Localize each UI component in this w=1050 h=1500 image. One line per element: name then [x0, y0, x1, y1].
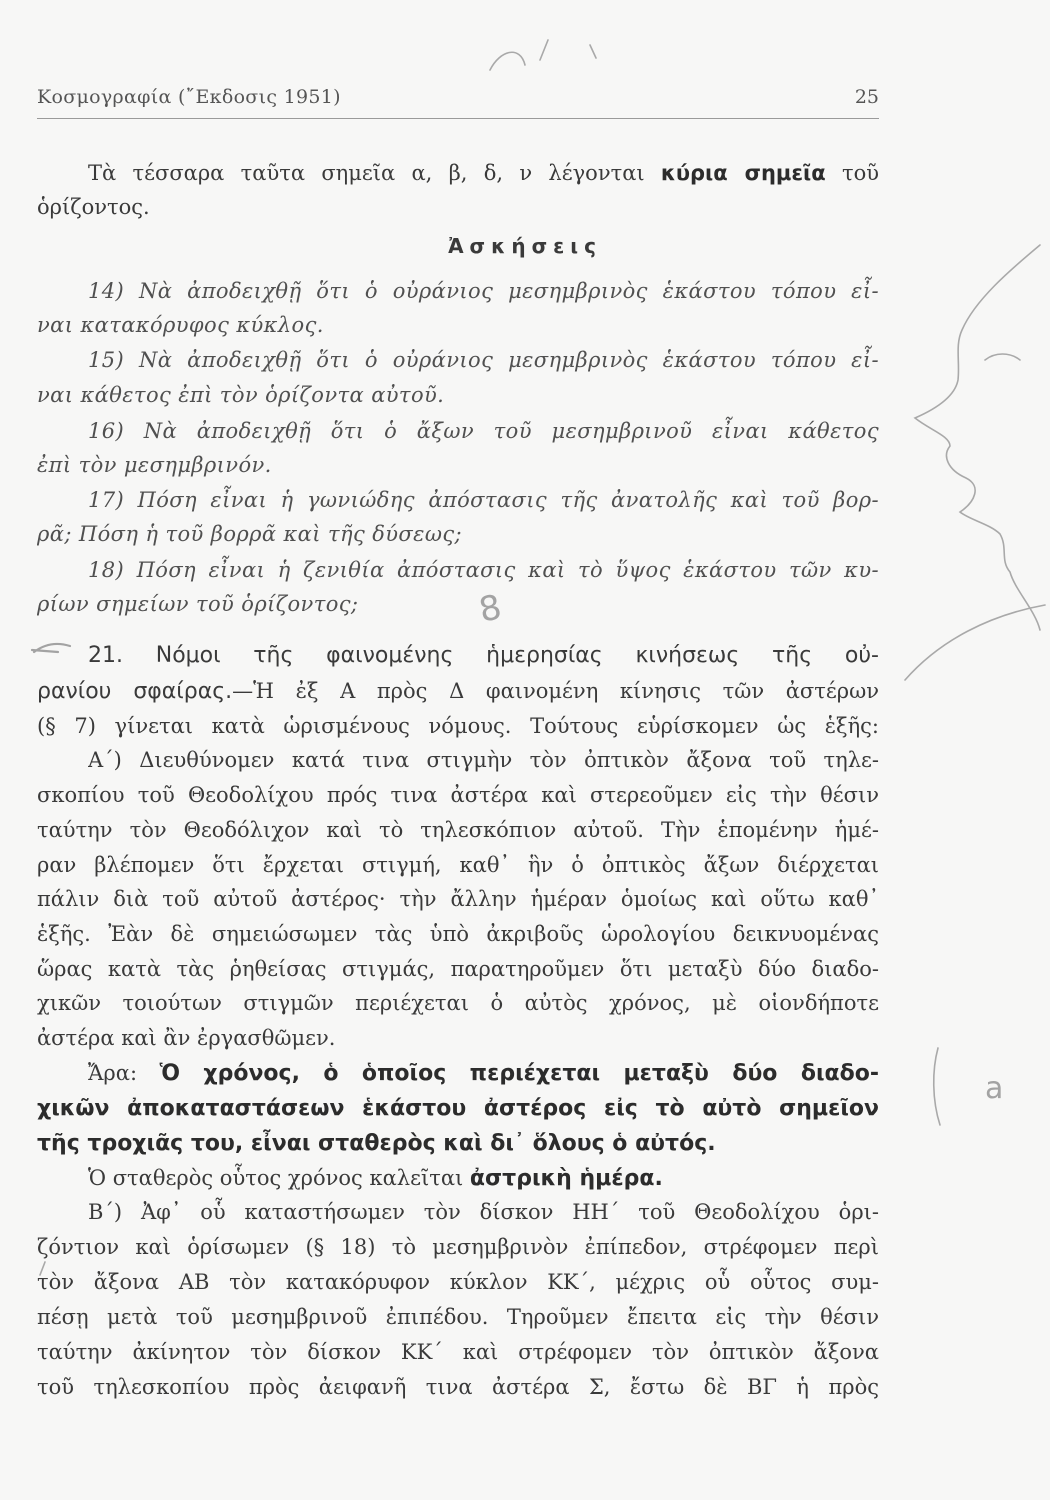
conclusion-line-3: τῆς τροχιᾶς του, εἶναι σταθερὸς καὶ δι᾿ ὅλους ὁ αὐτός. — [37, 1131, 716, 1156]
body-line: ζόντιον καὶ ὁρίσωμεν (§ 18) τὸ μεσημβρινὸν ἐπίπεδον, στρέφομεν περὶ — [37, 1235, 879, 1259]
section-mark-arrow — [32, 644, 70, 652]
body-line: σκοπίου τοῦ Θεοδολίχου πρός τινα ἀστέρα καὶ στερεοῦμεν εἰς τὴν θέσιν — [37, 783, 879, 807]
exercise-line: ναι κατακόρυφος κύκλος. — [37, 313, 324, 337]
exercise-line: 17) Πόση εἶναι ἡ γωνιώδης ἀπόστασις τῆς ἀνατολῆς καὶ τοῦ βορ- — [88, 488, 879, 512]
face-eye — [985, 354, 1020, 360]
section-heading-cont — [37, 676, 879, 707]
exercise-line: ρίων σημείων τοῦ ὁρίζοντος; — [37, 592, 359, 616]
intro-text: Τὰ τέσσαρα ταῦτα σημεῖα α, β, δ, ν λέγονται — [88, 161, 661, 185]
law-statement: Ὁ χρόνος, ὁ ὁποῖος περιέχεται μεταξὺ δύο διαδο- — [159, 1061, 879, 1086]
sidereal-day-line — [88, 1163, 879, 1194]
body-line: ραν βλέπομεν ὅτι ἔρχεται στιγμή, καθ᾿ ἣν ὁ ὀπτικὸς ἄξων διέρχεται — [37, 853, 879, 877]
section-first-sentence: —Ἡ ἐξ Α πρὸς Δ φαινομένη κίνησις τῶν ἀστέρων — [232, 679, 879, 703]
body-line: Β΄) Ἀφ᾿ οὗ καταστήσωμεν τὸν δίσκον ΗΗ΄ τοῦ Θεοδολίχου ὁρι- — [88, 1200, 879, 1224]
conclusion-line-2: χικῶν ἀποκαταστάσεων ἑκάστου ἀστέρος εἰς τὸ αὐτὸ σημεῖον — [37, 1096, 879, 1121]
shoulder-sketch — [905, 605, 1045, 680]
exercises-heading: Ἀσκήσεις — [448, 234, 602, 258]
header-rule — [37, 118, 879, 119]
body-line: ἑξῆς. Ἐὰν δὲ σημειώσωμεν τὰς ὑπὸ ἀκριβοῦς ὡρολογίου δεικνυομένας — [37, 922, 879, 946]
running-title: Κοσμογραφία (῎Εκδοσις 1951) — [37, 86, 341, 108]
body-line: τὸν ἄξονα ΑΒ τὸν κατακόρυφον κύκλον ΚΚ΄, μέχρις οὗ οὗτος συμ- — [37, 1270, 879, 1294]
body-line: πέσῃ μετὰ τοῦ μεσημβρινοῦ ἐπιπέδου. Τηροῦμεν ἔπειτα εἰς τὴν θέσιν — [37, 1305, 879, 1329]
exercise-line: 16) Νὰ ἀποδειχθῇ ὅτι ὁ ἄξων τοῦ μεσημβρινοῦ εἶναι κάθετος — [88, 419, 879, 443]
exercise-line: ναι κάθετος ἐπὶ τὸν ὁρίζοντα αὐτοῦ. — [37, 383, 445, 407]
section-heading: 21. Νόμοι τῆς φαινομένης ἡμερησίας κινήσεως τῆς οὐ- — [88, 643, 879, 668]
body-line: χικῶν τοιούτων στιγμῶν περιέχεται ὁ αὐτὸς χρόνος, μὲ οἱονδήποτε — [37, 991, 879, 1015]
page-number: 25 — [854, 86, 879, 108]
intro-text-end: τοῦ — [825, 161, 879, 185]
face-sketch — [915, 245, 1040, 630]
pencil-number-note: 8 — [475, 587, 506, 631]
margin-bracket — [934, 1048, 940, 1125]
exercise-line: 15) Νὰ ἀποδειχθῇ ὅτι ὁ οὐράνιος μεσημβρινὸς ἑκάστου τόπου εἶ- — [88, 348, 879, 372]
running-head — [37, 86, 879, 116]
exercise-line: ρᾶ; Πόση ἡ τοῦ βορρᾶ καὶ τῆς δύσεως; — [37, 522, 462, 546]
body-line: (§ 7) γίνεται κατὰ ὡρισμένους νόμους. Τούτους εὑρίσκομεν ὡς ἑξῆς: — [37, 714, 879, 738]
conclusion-line-1 — [88, 1058, 879, 1089]
body-line: Α΄) Διευθύνομεν κατά τινα στιγμὴν τὸν ὀπτικὸν ἄξονα τοῦ τηλε- — [88, 748, 879, 772]
intro-line-2: ὁρίζοντος. — [37, 195, 150, 219]
exercise-line: ἐπὶ τὸν μεσημβρινόν. — [37, 453, 272, 477]
body-line: ὥρας κατὰ τὰς ῥηθείσας στιγμάς, παρατηροῦμεν ὅτι μεταξὺ δύο διαδο- — [37, 957, 879, 981]
intro-line-1 — [88, 158, 879, 188]
ara-label: Ἄρα: — [88, 1061, 160, 1085]
pencil-letter-note: a — [985, 1071, 1004, 1106]
body-line: πάλιν διὰ τοῦ αὐτοῦ ἀστέρος· τὴν ἄλλην ἡμέραν ὁμοίως καὶ οὕτω καθ᾿ — [37, 887, 879, 911]
exercise-line: 18) Πόση εἶναι ἡ ζενιθία ἀπόστασις καὶ τὸ ὕψος ἑκάστου τῶν κυ- — [88, 558, 879, 582]
key-term-cardinal-points: κύρια σημεῖα — [660, 161, 826, 185]
body-line: ἀστέρα καὶ ἂν ἐργασθῶμεν. — [37, 1026, 336, 1050]
body-line: ταύτην τὸν Θεοδόλιχον καὶ τὸ τηλεσκόπιον αὐτοῦ. Τὴν ἑπομένην ἡμέ- — [37, 818, 879, 842]
body-line: τοῦ τηλεσκοπίου πρὸς ἀειφανῆ τινα ἀστέρα Σ, ἔστω δὲ ΒΓ ἡ πρὸς — [37, 1375, 879, 1399]
top-scribble — [490, 40, 596, 70]
key-term-sidereal-day: ἀστρικὴ ἡμέρα. — [469, 1166, 663, 1191]
exercise-line: 14) Νὰ ἀποδειχθῇ ὅτι ὁ οὐράνιος μεσημβρινὸς ἑκάστου τόπου εἶ- — [88, 279, 879, 303]
body-line: ταύτην ἀκίνητον τὸν δίσκον ΚΚ΄ καὶ στρέφομεν τὸν ὀπτικὸν ἄξονα — [37, 1340, 879, 1364]
sidereal-text: Ὁ σταθερὸς οὗτος χρόνος καλεῖται — [88, 1166, 470, 1190]
section-heading-end: ρανίου σφαίρας. — [37, 679, 233, 704]
